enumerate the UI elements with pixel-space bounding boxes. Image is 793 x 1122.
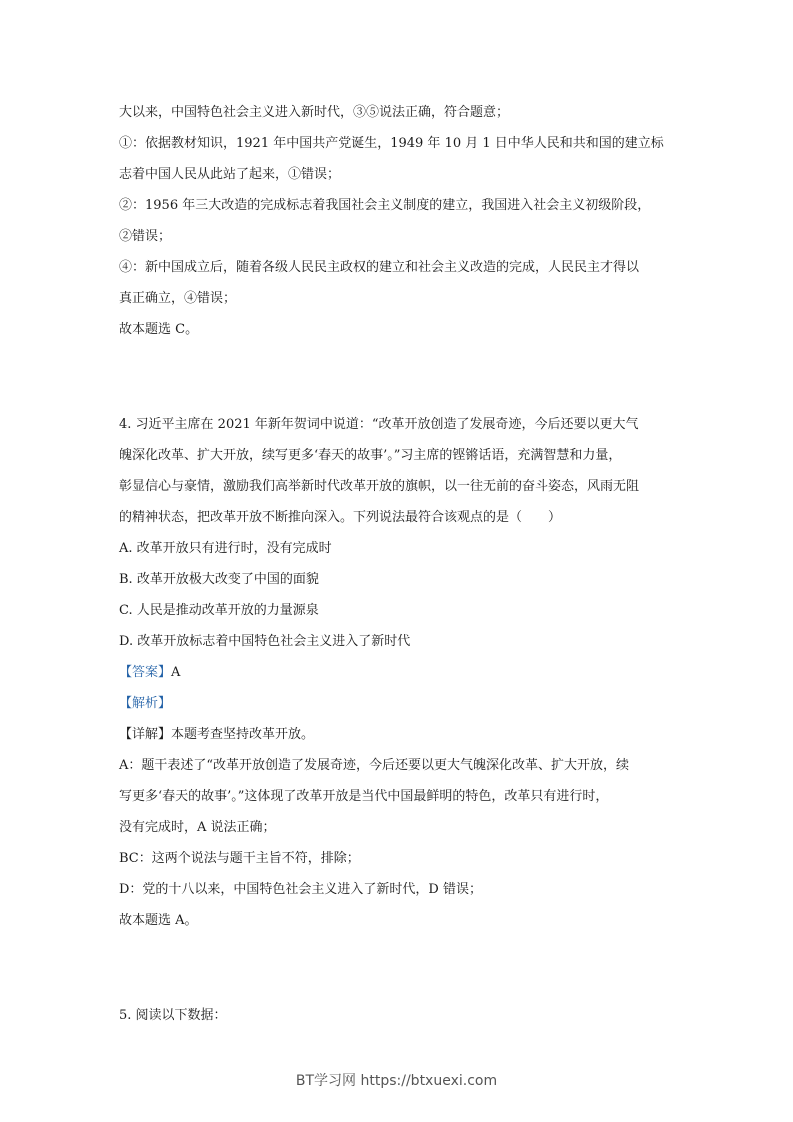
answer-value: A — [171, 665, 181, 680]
q4-explanation-line-4: BC：这两个说法与题干主旨不符，排除； — [119, 851, 360, 866]
q4-explanation-line-1: A：题干表述了“改革开放创造了发展奇迹，今后还要以更大气魄深化改革、扩大开放，续 — [119, 758, 630, 773]
answer-tag: 【答案】 — [119, 665, 172, 680]
q4-stem-line-4: 的精神状态，把改革开放不断推向深入。下列说法最符合该观点的是（ ） — [119, 510, 562, 525]
q4-explanation-line-3: 没有完成时，A 说法正确； — [119, 820, 276, 835]
q4-explanation-line-5: D：党的十八以来，中国特色社会主义进入了新时代，D 错误； — [119, 882, 482, 897]
analysis-tag: 【解析】 — [119, 696, 172, 711]
prev-line-3: 志着中国人民从此站了起来，①错误； — [119, 167, 341, 182]
q4-explanation-line-2: 写更多‘春天的故事’。”这体现了改革开放是当代中国最鲜明的特色，改革只有进行时， — [119, 789, 609, 804]
q4-option-c: C. 人民是推动改革开放的力量源泉 — [119, 603, 319, 618]
prev-line-6: ④：新中国成立后，随着各级人民民主政权的建立和社会主义改造的完成，人民民主才得以 — [119, 260, 640, 275]
prev-line-5: ②错误； — [119, 229, 172, 244]
q4-explanation-line-6: 故本题选 A。 — [119, 913, 198, 928]
q4-option-b: B. 改革开放极大改变了中国的面貌 — [119, 572, 319, 587]
q4-analysis-heading — [119, 695, 171, 713]
q5-stem: 5. 阅读以下数据： — [119, 1008, 227, 1023]
detail-tag: 【详解】 — [119, 727, 172, 742]
prev-line-1: 大以来，中国特色社会主义进入新时代，③⑤说法正确，符合题意； — [119, 105, 510, 120]
q4-detail — [119, 726, 314, 744]
q4-stem-line-2: 魄深化改革、扩大开放，续写更多‘春天的故事’。”习主席的铿锵话语，充满智慧和力量， — [119, 448, 622, 463]
prev-line-4: ②：1956 年三大改造的完成标志着我国社会主义制度的建立，我国进入社会主义初级阶段， — [119, 198, 651, 213]
q4-stem-line-1: 4. 习近平主席在 2021 年新年贺词中说道：“改革开放创造了发展奇迹，今后还要以更大气 — [119, 417, 639, 432]
footer-watermark: BT学习网 https://btxuexi.com — [295, 1073, 498, 1089]
q4-stem-line-3: 彰显信心与豪情，激励我们高举新时代改革开放的旗帜，以一往无前的奋斗姿态，风雨无阻 — [119, 479, 640, 494]
prev-line-7: 真正确立，④错误； — [119, 291, 237, 306]
detail-text: 本题考查坚持改革开放。 — [171, 727, 315, 742]
q4-option-a: A. 改革开放只有进行时，没有完成时 — [119, 541, 332, 556]
q4-answer — [119, 664, 180, 682]
prev-line-8: 故本题选 C。 — [119, 322, 199, 337]
q4-option-d: D. 改革开放标志着中国特色社会主义进入了新时代 — [119, 634, 411, 649]
prev-line-2: ①：依据教材知识，1921 年中国共产党诞生，1949 年 10 月 1 日中华人民和共和国的建立标 — [119, 136, 664, 151]
